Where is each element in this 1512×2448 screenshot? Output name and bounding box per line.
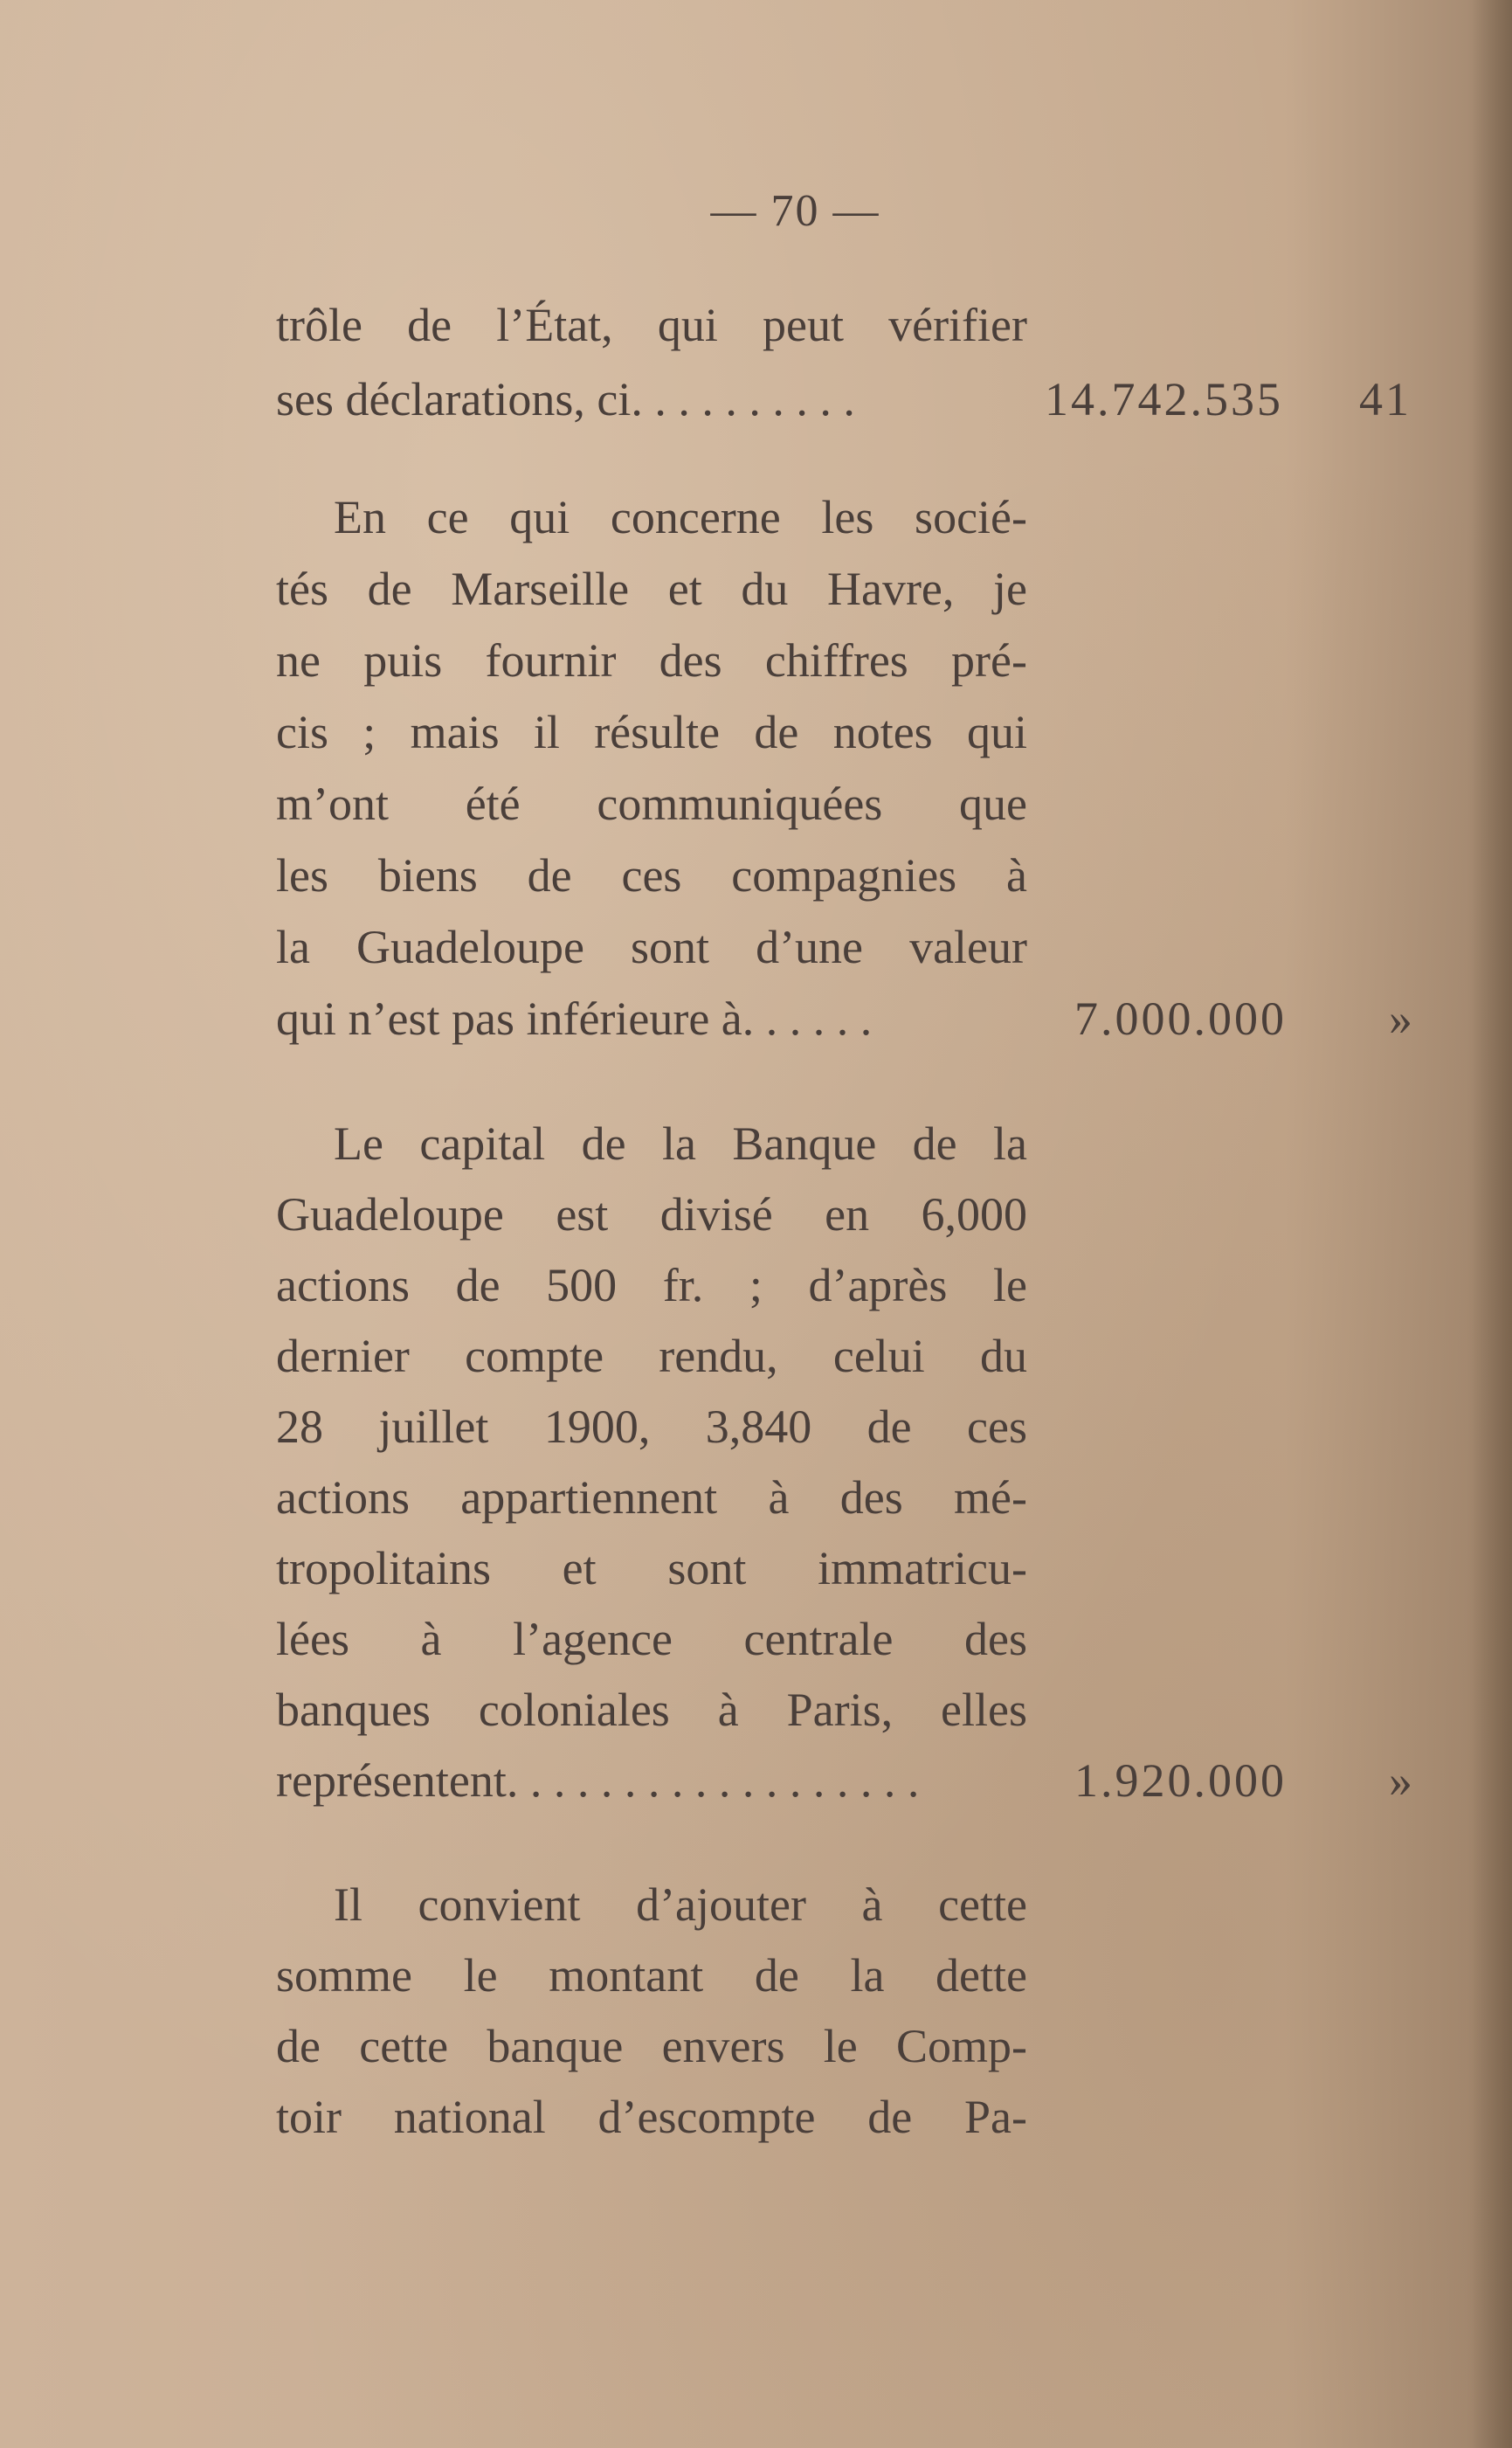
paragraph-1-line-2: ses déclarations, ci. . . . . . . . . . — [276, 373, 855, 425]
paragraph-3-line-1: Le capital de la Banque de la — [334, 1117, 1027, 1170]
amount-2-suffix: » — [1389, 992, 1415, 1045]
amount-2: 7.000.000 — [1074, 992, 1287, 1045]
paragraph-2-line-4: cis ; mais il résulte de notes qui — [276, 706, 1027, 758]
amount-1: 14.742.535 — [1045, 373, 1283, 425]
page-edge-shadow — [1472, 0, 1512, 2448]
paragraph-4-line-1: Il convient d’ajouter à cette — [334, 1878, 1027, 1931]
paragraph-1-line-1: trôle de l’État, qui peut vérifier — [276, 299, 1027, 351]
paragraph-3-line-4: dernier compte rendu, celui du — [276, 1330, 1027, 1382]
paragraph-3-line-10: représentent. . . . . . . . . . . . . . . . . . — [276, 1754, 920, 1807]
paragraph-2-line-7: la Guadeloupe sont d’une valeur — [276, 921, 1027, 973]
paragraph-4-line-3: de cette banque envers le Comp- — [276, 2020, 1027, 2072]
amount-3-suffix: » — [1389, 1754, 1415, 1807]
paragraph-4-line-2: somme le montant de la dette — [276, 1949, 1027, 2002]
paragraph-3-line-7: tropolitains et sont immatricu- — [276, 1542, 1027, 1594]
page-number: — 70 — — [710, 186, 880, 236]
paragraph-2-line-6: les biens de ces compagnies à — [276, 849, 1027, 902]
paragraph-2-line-3: ne puis fournir des chiffres pré- — [276, 634, 1027, 687]
paragraph-2-line-8: qui n’est pas inférieure à. . . . . . — [276, 992, 873, 1045]
paragraph-2-line-1: En ce qui concerne les socié- — [334, 491, 1027, 543]
paragraph-3-line-5: 28 juillet 1900, 3,840 de ces — [276, 1400, 1027, 1453]
paragraph-3-line-9: banques coloniales à Paris, elles — [276, 1684, 1027, 1736]
amount-1-cents: 41 — [1359, 373, 1412, 425]
paragraph-2-line-2: tés de Marseille et du Havre, je — [276, 563, 1027, 615]
paragraph-3-line-6: actions appartiennent à des mé- — [276, 1471, 1027, 1524]
paragraph-2-line-5: m’ont été communiquées que — [276, 778, 1027, 830]
paragraph-4-line-4: toir national d’escompte de Pa- — [276, 2091, 1027, 2143]
paragraph-3-line-2: Guadeloupe est divisé en 6,000 — [276, 1188, 1027, 1241]
paragraph-3-line-3: actions de 500 fr. ; d’après le — [276, 1259, 1027, 1311]
paragraph-3-line-8: lées à l’agence centrale des — [276, 1613, 1027, 1665]
amount-3: 1.920.000 — [1074, 1754, 1287, 1807]
